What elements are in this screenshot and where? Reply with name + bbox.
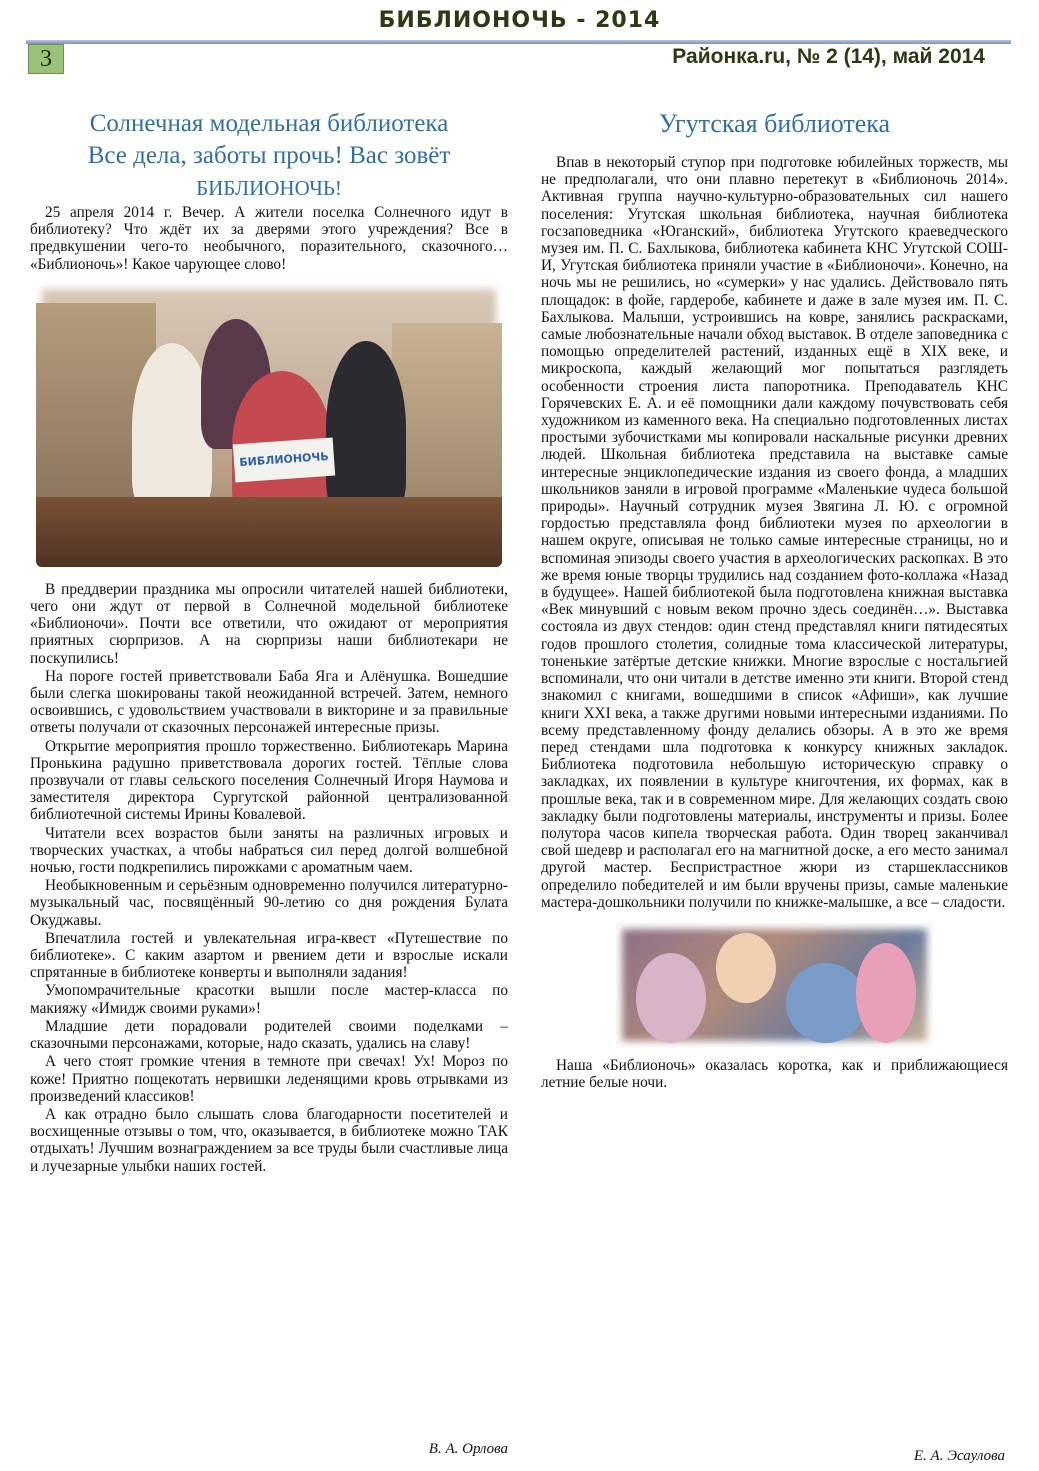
left-intro: 25 апреля 2014 г. Вечер. А жители поселка Солнечного идут в библиотеку? Что ждёт их за дверями этого учреждения? Все в предвкушении чего-то необычного, поразительного, сказочного… «Библионочь»! Какое чарующее слово! — [30, 204, 508, 273]
left-article-title — [30, 108, 508, 204]
issue-info: Районка.ru, № 2 (14), май 2014 — [672, 45, 985, 68]
photo2-figure-1 — [636, 953, 706, 1043]
right-paragraph-1: Впав в некоторый ступор при подготовке юбилейных торжеств, мы не предполагали, что они плавно перетекут в «Библионочь 2014». Активная группа научно-культурно-образовательных сил нашего поселения: Угутская школьная библиотека, научная библиотека госзаповедника «Юганский», библиотека Угутского краеведческого музея им. П. С. Бахлыкова, библиотека кабинета КНС Угутской СОШ-И, Угутская библиотека приняли участие в «Библионочи». Конечно, на ночь мы не решились, но «сумерки» у нас удались. Действовало пять площадок: в фойе, гардеробе, кабинете и даже в зале музея им. П. С. Бахлыкова. Малыши, устроившись на ковре, занялись раскрасками, самые любознательные начали обход выставок. В отделе заповедника с помощью определителей растений, изданных ещё в XIX веке, и микроскопа, каждый желающий мог попытаться разглядеть особенности строения листа папоротника. Преподаватель КНС Горячевских Е. А. и её помощники дали каждому почувствовать себя художником из каменного века. На специально подготовленных листах простыми зубочистками мы копировали наскальные рисунки древних людей. Школьная библиотека представила на выставке самые интересные энциклопедические издания из своего фонда, а младших школьников заняли в игровой программе «Маленькие чудеса большой природы». Научный сотрудник музея Звягина Л. Ю. с огромной гордостью представляла фонд библиотеки музея по археологии в нашем округе, описывая не только самые интересные страницы, но и вспоминая эпизоды своего участия в археологических раскопках. В это же время юные творцы трудились над созданием фото-коллажа «Назад в будущее». Нашей библиотекой была подготовлена книжная выставка «Век минувший с новым веком прочно здесь соединён…». Выставка состояла из двух стендов: один стенд представлял книги пятидесятых годов прошлого столетия, солидные тома классической литературы, тоненькие затёртые детские книжки. Многие взрослые с ностальгией вспоминали, что они читали в детстве именно эти книги. Второй стенд знакомил с книгами, вошедшими в список «Афиши», как лучшие книги XXI века, а также другими новыми интересными изданиями. По всему представленному фонду делались обзоры. А в это же время перед стендами шла подготовка к конкурсу книжных закладок. Библиотека подготовила небольшую историческую справку о закладках, их появлении в культуре книгочтения, их формах, как в прошлые века, так и в современном мире. Для желающих создать свою закладку были подготовлены материалы, инструменты и призы. Более полутора часов кипела творческая работа. Один творец заканчивал свой шедевр и располагал его на магнитной доске, а его место занимал другой мастер. Беспристрастное жюри из старшеклассников определило победителей и им были вручены призы, самые маленькие мастера-дошкольники получили по книжке-малышке, а все – сладости. — [541, 154, 1008, 911]
photo2-figure-3 — [786, 963, 866, 1043]
left-signature: В. А. Орлова — [428, 1441, 508, 1457]
left-paragraph-1: В преддверии праздника мы опросили читателей нашей библиотеки, чего они ждут от первой в Солнечной модельной библиотеке «Библионочи». Почти все ответили, что ожидают от мероприятия приятных сюрпризов. А на сюрпризы наши библиотекари не поскупились! — [30, 580, 508, 667]
right-article-title: Угутская библиотека — [658, 109, 891, 138]
masthead: БИБЛИОНОЧЬ - 2014 — [378, 8, 661, 33]
left-paragraph-2: На пороге гостей приветствовали Баба Яга и Алёнушка. Вошедшие были слегка шокированы такой неожиданной встречей. Затем, немного освоившись, с удовольствием участвовали в викторине и за правильные ответы получали от сказочных персонажей интересные призы. — [30, 667, 508, 737]
left-paragraph-3: Открытие мероприятия прошло торжественно. Библиотекарь Марина Пронькина радушно приветствовала дорогих гостей. Тёплые слова прозвучали от главы сельского поселения Солнечный Игоря Наумова и заместителя директора Сургутской районной централизованной библиотечной системы Ирины Ковалевой. — [30, 737, 508, 824]
photo2-figure-4 — [856, 943, 916, 1043]
left-title-line2: Все дела, заботы прочь! Вас зовёт — [87, 142, 451, 169]
photo-sign: БИБЛИОНОЧЬ — [233, 437, 335, 482]
photo2-figure-2 — [716, 933, 776, 1003]
right-article-body — [541, 154, 1008, 1091]
left-paragraph-8: Младшие дети порадовали родителей своими поделками – сказочными персонажами, которые, надо сказать, удались на славу! — [30, 1017, 508, 1053]
right-paragraph-2: Наша «Библионочь» оказалась коротка, как и приближающиеся летние белые ночи. — [541, 1056, 1008, 1092]
library-staff-photo — [36, 283, 502, 567]
left-paragraph-5: Необыкновенным и серьёзным одновременно получился литературно-музыкальный час, посвящённый 90-летию со дня рождения Булата Окуджавы. — [30, 877, 508, 929]
photo-person-1 — [132, 343, 212, 513]
photo-counter — [36, 497, 502, 567]
right-signature: Е. А. Эсаулова — [913, 1448, 1005, 1464]
left-paragraph-7: Умопомрачительные красотки вышли после мастер-класса по макияжу «Имидж своими руками»! — [30, 982, 508, 1017]
left-article — [30, 108, 508, 1175]
left-paragraph-4: Читатели всех возрастов были заняты на различных игровых и творческих участках, а чтобы набраться сил перед долгой волшебной ночью, гости подкрепились пирожками с ароматным чаем. — [30, 824, 508, 877]
left-title-line3: БИБЛИОНОЧЬ! — [196, 176, 342, 200]
left-paragraph-9: А чего стоят громкие чтения в темноте при свечах! Ух! Мороз по коже! Приятно пощекотать нервишки леденящими кровь отрывками из произведений классиков! — [30, 1053, 508, 1105]
left-paragraph-6: Впечатлила гостей и увлекательная игра-квест «Путешествие по библиотеке». С каким азартом и рвением дети и взрослые искали спрятанные в библиотеке конверты и выполняли задания! — [30, 929, 508, 982]
left-title-line1: Солнечная модельная библиотека — [89, 110, 449, 137]
photo-person-4 — [326, 341, 406, 516]
page-number: 3 — [28, 44, 64, 74]
left-article-body — [30, 204, 508, 1175]
children-activity-photo — [616, 923, 933, 1047]
left-paragraph-10: А как отрадно было слышать слова благодарности посетителей и восхищенные отзывы о том, что, оказывается, в библиотеке можно ТАК отдыхать! Лучшим вознаграждением за все труды были счастливые лица и лучезарные улыбки наших гостей. — [30, 1105, 508, 1175]
header-rule — [26, 40, 1011, 44]
right-article — [541, 108, 1008, 1091]
